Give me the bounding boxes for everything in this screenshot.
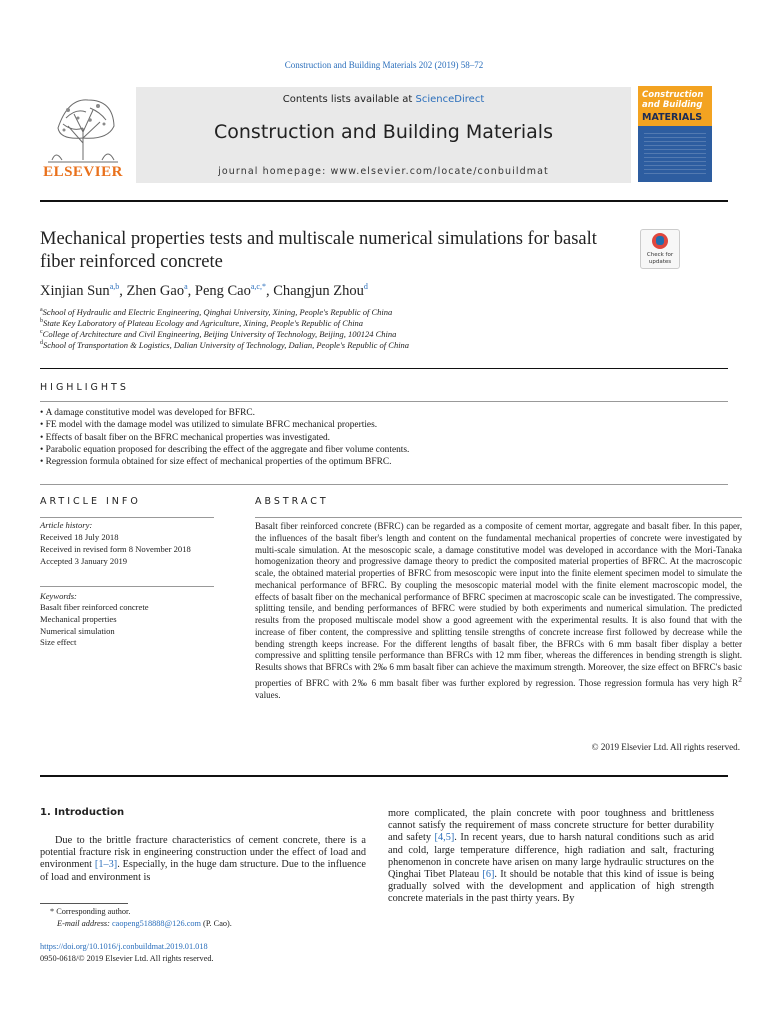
affiliation-text: College of Architecture and Civil Engineering, Beijing University of Technology, Beijing, 100124 China bbox=[42, 329, 397, 339]
received-date: Received 18 July 2018 bbox=[40, 532, 119, 542]
article-info-rule bbox=[40, 517, 214, 518]
affiliation bbox=[40, 307, 392, 317]
affiliation-key: a bbox=[40, 307, 43, 314]
contents-prefix: Contents lists available at bbox=[282, 94, 416, 105]
affiliation bbox=[40, 340, 409, 350]
affiliation-text: State Key Laboratory of Plateau Ecology and Agriculture, Xining, People's Republic of China bbox=[43, 318, 364, 328]
journal-cover-thumbnail[interactable] bbox=[638, 86, 712, 182]
highlights-top-rule bbox=[40, 368, 728, 369]
crossmark-label: Check for updates bbox=[646, 252, 674, 265]
journal-title[interactable]: Construction and Building Materials bbox=[213, 121, 553, 143]
affiliation-key: d bbox=[40, 340, 43, 347]
article-info-divider bbox=[40, 586, 214, 587]
article-info-label: ARTICLE INFO bbox=[40, 496, 141, 507]
affiliation bbox=[40, 329, 396, 339]
sciencedirect-link[interactable]: ScienceDirect bbox=[415, 94, 485, 105]
highlight-item: • A damage constitutive model was developed for BFRC. bbox=[40, 407, 728, 419]
cover-line1: Construction bbox=[642, 90, 704, 100]
footnote-rule bbox=[40, 903, 128, 904]
journal-homepage[interactable]: journal homepage: www.elsevier.com/locate/conbuildmat bbox=[218, 166, 549, 177]
cover-line2: and Building bbox=[642, 100, 703, 110]
affiliation bbox=[40, 318, 363, 328]
abstract-tail: values. bbox=[255, 689, 281, 700]
doi-link[interactable]: https://doi.org/10.1016/j.conbuildmat.2019.01.018 bbox=[40, 942, 208, 951]
email-label: E-mail address: bbox=[57, 919, 112, 928]
email-link[interactable]: caopeng518888@126.com bbox=[112, 919, 201, 928]
keyword: Size effect bbox=[40, 637, 77, 647]
revised-date: Received in revised form 8 November 2018 bbox=[40, 544, 191, 554]
cover-line3: MATERIALS bbox=[642, 112, 703, 123]
author-separator: , bbox=[265, 282, 274, 299]
check-for-updates-badge[interactable] bbox=[640, 229, 680, 269]
email-footnote bbox=[57, 919, 232, 928]
author-name[interactable]: Peng Cao bbox=[194, 282, 251, 299]
keyword: Basalt fiber reinforced concrete bbox=[40, 602, 149, 612]
highlight-item: • Effects of basalt fiber on the BFRC mechanical properties was investigated. bbox=[40, 432, 728, 444]
elsevier-wordmark[interactable]: ELSEVIER bbox=[43, 164, 123, 180]
author-affil-sup[interactable]: d bbox=[363, 282, 368, 291]
section-heading-introduction: 1. Introduction bbox=[40, 807, 125, 818]
body-rule bbox=[40, 775, 728, 777]
contents-line bbox=[136, 94, 631, 105]
citation-link[interactable]: [4,5] bbox=[434, 832, 455, 844]
author-affil-sup[interactable]: a bbox=[184, 282, 188, 291]
author-separator: , bbox=[119, 282, 127, 299]
keyword: Numerical simulation bbox=[40, 626, 115, 636]
abstract-body: Basalt fiber reinforced concrete (BFRC) can be regarded as a composite of cement mortar, aggregate and basalt fiber. In this paper, the influences of the basalt fiber's length and content on the fundamental mechanical properties of concrete were investigated by multi-scale simulation. At the mesoscopic scale, a damage constitutive model was developed in accordance with the Mori-Tanaka homogenization theory and progressive damage theory to predict the composited material properties of BFRC. At the macroscopic scale, the obtained material properties of BFRC from mesoscopic were input into the finite element specimen model to simulate the mechanical performance of BFRC. By coupling the mesoscopic material model with the finite element macroscopic model, the effects of basalt fiber on the mechanical performance of BFRC specimen at macroscopic scale can be investigated. The compressive, splitting tensile, and bending performances of BFRC were studied by both experiments and numerical simulation. The predicted results from the proposed multiscale model show a good agreement with the experimental results. It is also found that with the increase of fiber content, the compressive and splitting tensile strengths of concrete increase first followed by decrease while the bending strength keeps increase. For the different lengths of basalt fiber, the BFRCs with 6 mm basalt fiber display a better compressive and splitting tensile performance than BFRCs with 12 mm fiber, whereas the differences in bending strength is slight. Results shows that BFRCs with 2‰ 6 mm basalt fiber can achieve the maximum strength. Moreover, the size effect on BFRC's basic properties of BFRC with 2‰ 6 mm basalt fiber was further explored by regression. Those regression formula has very high R bbox=[255, 521, 742, 688]
intro-right-column bbox=[388, 808, 714, 906]
corresponding-author-note: * Corresponding author. bbox=[50, 907, 131, 916]
header-rule bbox=[40, 200, 728, 202]
cover-title bbox=[642, 90, 710, 110]
affiliation-key: c bbox=[40, 329, 43, 336]
intro-text: . In recent years, due to harsh natural conditions such as arid and cold, large temperature difference, high radiation and salt, fracturing phenomenon in concrete have arisen on many large hydraulic structures on the Qinghai Tibet Plateau bbox=[388, 832, 714, 881]
intro-text: . It should be notable that this kind of issue is being gradually solved with the development and application of high strength concrete materials in the past thirty years. By bbox=[388, 869, 714, 905]
author-name[interactable]: Changjun Zhou bbox=[273, 282, 364, 299]
keywords-label: Keywords: bbox=[40, 591, 77, 601]
author-affil-sup[interactable]: a,b bbox=[109, 282, 120, 291]
crossmark-bookmark-icon bbox=[656, 236, 664, 245]
author-affil-sup[interactable]: a,c,* bbox=[250, 282, 266, 291]
highlights-bottom-rule bbox=[40, 484, 728, 485]
author-separator: , bbox=[187, 282, 195, 299]
article-history-label: Article history: bbox=[40, 520, 93, 530]
journal-reference[interactable]: Construction and Building Materials 202 (2019) 58–72 bbox=[284, 60, 484, 70]
affiliation-text: School of Transportation & Logistics, Dalian University of Technology, Dalian, People's Republic of China bbox=[43, 340, 410, 350]
highlight-item: • FE model with the damage model was utilized to simulate BFRC mechanical properties. bbox=[40, 419, 728, 431]
abstract-text bbox=[255, 521, 742, 701]
highlights-label: HIGHLIGHTS bbox=[40, 382, 129, 393]
intro-left-column bbox=[40, 835, 366, 884]
intro-text: more complicated, the plain concrete with poor toughness and brittleness cannot satisfy the requirement of mass concrete structure for better durability and safety bbox=[388, 808, 714, 844]
keyword: Mechanical properties bbox=[40, 614, 117, 624]
highlights-list bbox=[40, 407, 728, 468]
article-title: Mechanical properties tests and multiscale numerical simulations for basalt fiber reinforced concrete bbox=[40, 229, 597, 272]
abstract-rule bbox=[255, 517, 742, 518]
highlights-rule bbox=[40, 401, 728, 402]
abstract-label: ABSTRACT bbox=[255, 496, 329, 507]
citation-link[interactable]: [1–3] bbox=[94, 859, 118, 871]
affiliation-key: b bbox=[40, 318, 43, 325]
accepted-date: Accepted 3 January 2019 bbox=[40, 556, 128, 566]
author-list bbox=[40, 282, 368, 300]
intro-text: . Especially, in the huge dam structure. Due to the influence of load and environment is bbox=[40, 859, 366, 883]
intro-text: Due to the brittle fracture characteristics of cement concrete, there is a potential fracture risk in engineering construction under the effect of load and environment bbox=[40, 835, 366, 871]
citation-link[interactable]: [6] bbox=[482, 869, 495, 881]
highlight-item: • Regression formula obtained for size effect of mechanical properties of the optimum BFRC. bbox=[40, 456, 728, 468]
issn-copyright: 0950-0618/© 2019 Elsevier Ltd. All rights reserved. bbox=[40, 954, 214, 963]
abstract-copyright: © 2019 Elsevier Ltd. All rights reserved. bbox=[591, 742, 740, 752]
email-suffix: (P. Cao). bbox=[200, 919, 232, 928]
affiliation-text: School of Hydraulic and Electric Engineering, Qinghai University, Xining, People's Republic of China bbox=[42, 307, 393, 317]
cover-artwork bbox=[644, 130, 706, 174]
author-name[interactable]: Xinjian Sun bbox=[40, 282, 110, 299]
r-squared-sup: 2 bbox=[738, 674, 742, 684]
highlight-item: • Parabolic equation proposed for describing the effect of the aggregate and fiber volume contents. bbox=[40, 444, 728, 456]
author-name[interactable]: Zhen Gao bbox=[126, 282, 185, 299]
